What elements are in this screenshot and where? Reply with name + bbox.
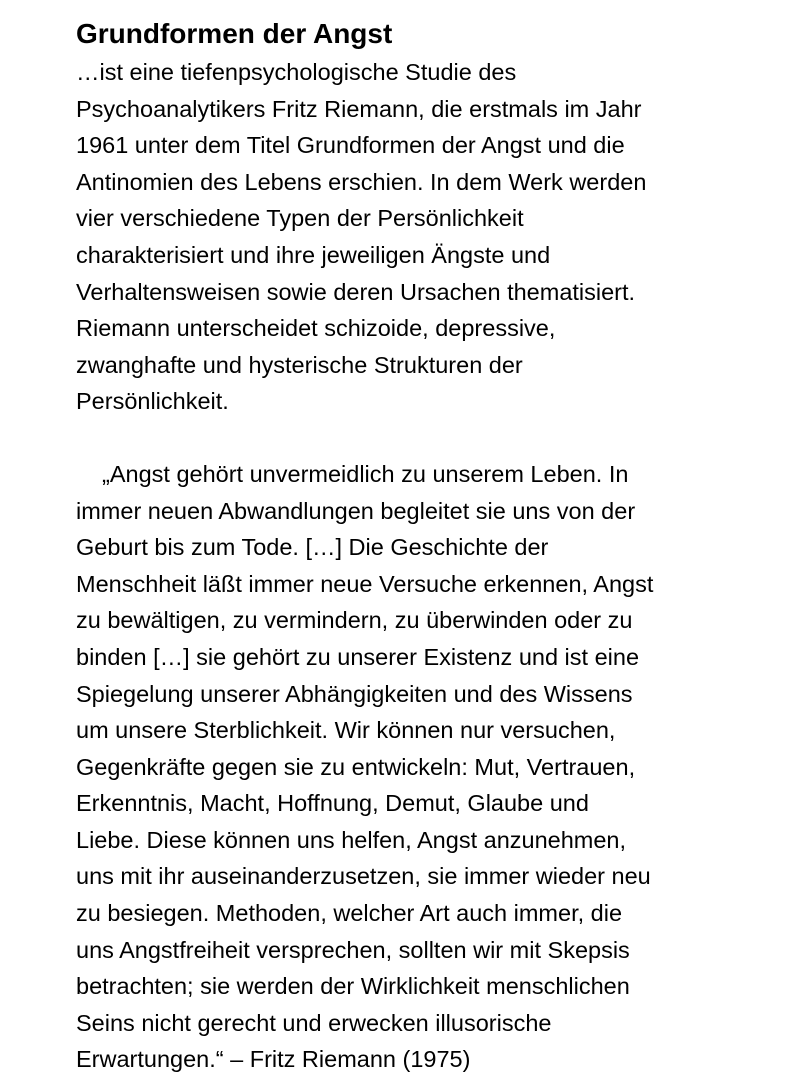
quote-line: betrachten; sie werden der Wirklichkeit menschlichen xyxy=(76,973,630,1000)
quote-line: um unsere Sterblichkeit. Wir können nur versuchen, xyxy=(76,717,616,744)
quote-line: Seins nicht gerecht und erwecken illusorische xyxy=(76,1009,552,1036)
text-line: Persönlichkeit. xyxy=(76,388,229,415)
quote-line: Liebe. Diese können uns helfen, Angst anzunehmen, xyxy=(76,826,627,853)
text-line: Psychoanalytikers Fritz Riemann, die erstmals im Jahr xyxy=(76,95,642,122)
quote-line: zu bewältigen, zu vermindern, zu überwinden oder zu xyxy=(76,607,633,634)
document-page xyxy=(76,14,766,1078)
intro-paragraph xyxy=(76,54,766,420)
quote-line: Geburt bis zum Tode. […] Die Geschichte der xyxy=(76,534,549,561)
quote-line: „Angst gehört unvermeidlich zu unserem Leben. In xyxy=(102,460,629,487)
quote-line: zu besiegen. Methoden, welcher Art auch immer, die xyxy=(76,900,623,927)
quote-line: Gegenkräfte gegen sie zu entwickeln: Mut, Vertrauen, xyxy=(76,753,636,780)
text-line: Riemann unterscheidet schizoide, depressive, xyxy=(76,315,556,342)
quote-line: uns Angstfreiheit versprechen, sollten wir mit Skepsis xyxy=(76,936,630,963)
quote-line: binden […] sie gehört zu unserer Existenz und ist eine xyxy=(76,643,640,670)
paragraph-spacer xyxy=(76,420,766,456)
text-line: vier verschiedene Typen der Persönlichkeit xyxy=(76,205,524,232)
quote-line: uns mit ihr auseinanderzusetzen, sie immer wieder neu xyxy=(76,863,651,890)
text-line: charakterisiert und ihre jeweiligen Ängste und xyxy=(76,241,551,268)
document-title: Grundformen der Angst xyxy=(76,18,393,49)
quote-line: Erkenntnis, Macht, Hoffnung, Demut, Glaube und xyxy=(76,790,589,817)
quote-paragraph xyxy=(76,456,766,1078)
quote-attribution-line: Erwartungen.“ – Fritz Riemann (1975) xyxy=(76,1046,471,1073)
text-line: zwanghafte und hysterische Strukturen der xyxy=(76,351,523,378)
quote-line: immer neuen Abwandlungen begleitet sie uns von der xyxy=(76,497,636,524)
quote-line: Menschheit läßt immer neue Versuche erkennen, Angst xyxy=(76,570,654,597)
text-line: Antinomien des Lebens erschien. In dem Werk werden xyxy=(76,168,647,195)
text-line: Verhaltensweisen sowie deren Ursachen thematisiert. xyxy=(76,278,636,305)
quote-line: Spiegelung unserer Abhängigkeiten und des Wissens xyxy=(76,680,633,707)
text-line: 1961 unter dem Titel Grundformen der Angst und die xyxy=(76,132,625,159)
text-line: …ist eine tiefenpsychologische Studie des xyxy=(76,59,517,85)
